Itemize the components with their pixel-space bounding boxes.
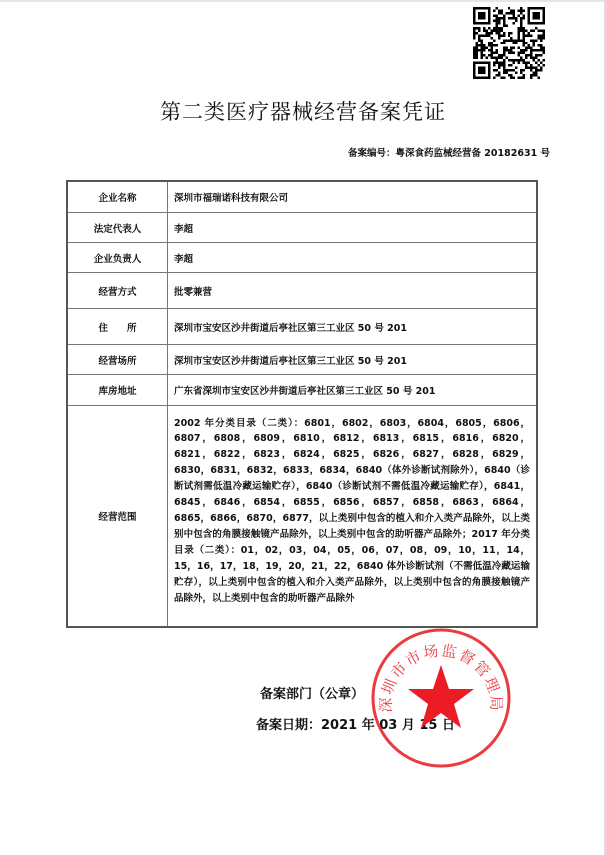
row-value bbox=[168, 406, 538, 628]
row-value: 深圳市宝安区沙井街道后亭社区第三工业区 50 号 201 bbox=[168, 309, 538, 345]
row-value: 李超 bbox=[168, 213, 538, 243]
table-row bbox=[67, 213, 537, 243]
row-label: 经营范围 bbox=[67, 406, 168, 628]
table-row bbox=[67, 243, 537, 273]
row-label: 经营场所 bbox=[67, 345, 168, 375]
row-value: 批零兼营 bbox=[168, 273, 538, 309]
star-icon bbox=[408, 665, 474, 728]
table-row bbox=[67, 345, 537, 375]
official-seal bbox=[370, 627, 512, 769]
row-label: 库房地址 bbox=[67, 375, 168, 406]
row-label: 住 所 bbox=[67, 309, 168, 345]
filing-date: 备案日期：2021 年 03 月 15 日 bbox=[256, 718, 455, 733]
qr-code-icon bbox=[473, 7, 545, 79]
row-label: 经营方式 bbox=[67, 273, 168, 309]
page-top-edge bbox=[0, 0, 606, 2]
table-row bbox=[67, 406, 537, 628]
record-number: 备案编号：粤深食药监械经营备 20182631 号 bbox=[348, 148, 550, 159]
row-label: 企业名称 bbox=[67, 181, 168, 213]
business-scope-text: 2002 年分类目录（二类）：6801，6802，6803，6804，6805，6806，6807，6808，6809，6810，6812，6813，6815，6816，6820，6821，6822，6823，6824，6825，6826，6827，6828，6829，6830，6831，6832，6833，6834，6840（体外诊断试剂除外），6840（诊断试剂需低温冷藏运输贮存），6840（诊断试剂不需低温冷藏运输贮存），6841，6845，6846，6854，6855，6856，6857，6858，6863，6864，6865，6866，6870，6877，以上类别中包含的植入和介入类产品除外，以上类别中包含的角膜接触镜产品除外，以上类别中包含的助听器产品除外；2017 年分类目录（二类）：01，02，03，04，05，06，07，08，09，10，11，14，15，16，17，18，19，20，21，22，6840 体外诊断试剂（不需低温冷藏运输贮存），以上类别中包含的植入和介入类产品除外，以上类别中包含的角膜接触镜产品除外，以上类别中包含的助听器产品除外 bbox=[174, 417, 530, 604]
table-row bbox=[67, 181, 537, 213]
row-value: 深圳市福瑞诺科技有限公司 bbox=[168, 181, 538, 213]
row-value: 深圳市宝安区沙井街道后亭社区第三工业区 50 号 201 bbox=[168, 345, 538, 375]
row-label: 法定代表人 bbox=[67, 213, 168, 243]
row-label: 企业负责人 bbox=[67, 243, 168, 273]
row-value: 广东省深圳市宝安区沙井街道后亭社区第三工业区 50 号 201 bbox=[168, 375, 538, 406]
svg-text:深圳市市场监督管理局: 深圳市市场监督管理局 bbox=[376, 641, 506, 713]
filing-department: 备案部门（公章） bbox=[260, 687, 365, 702]
info-table bbox=[66, 180, 538, 628]
table-row bbox=[67, 273, 537, 309]
table-row bbox=[67, 309, 537, 345]
row-value: 李超 bbox=[168, 243, 538, 273]
page-title: 第二类医疗器械经营备案凭证 bbox=[160, 100, 446, 124]
table-row bbox=[67, 375, 537, 406]
